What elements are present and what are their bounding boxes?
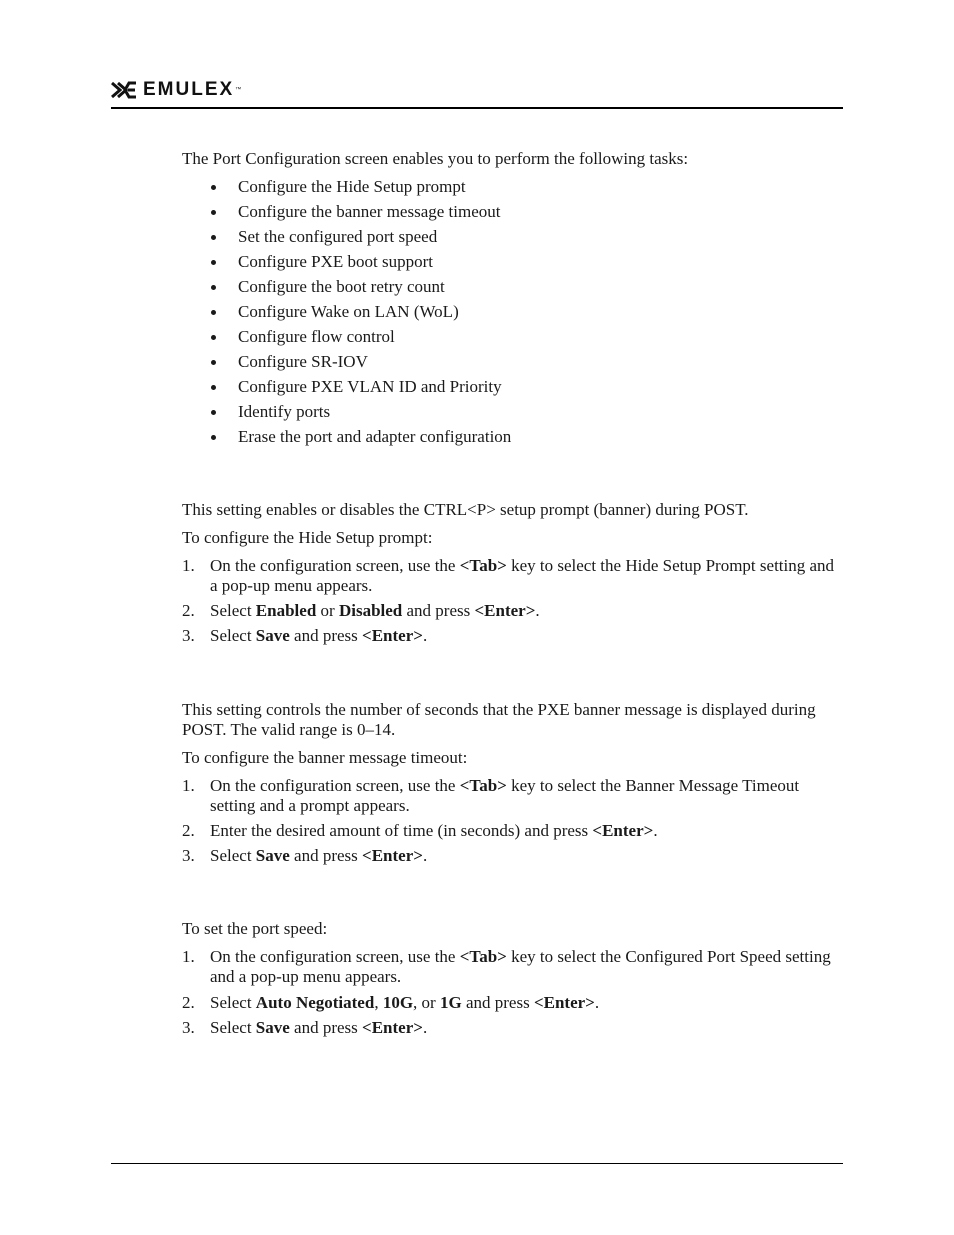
list-item: Configure PXE VLAN ID and Priority xyxy=(182,377,511,402)
hide-setup-description: This setting enables or disables the CTRL<P> setup prompt (banner) during POST. xyxy=(182,500,749,519)
list-item: Configure Wake on LAN (WoL) xyxy=(182,302,511,327)
bullet-icon xyxy=(211,235,216,240)
banner-timeout-step-1: 1. On the configuration screen, use the <Tab> key to select the Banner Message Timeout setting and a prompt appears. xyxy=(182,776,800,815)
list-item: Erase the port and adapter configuration xyxy=(182,427,511,452)
footer-rule xyxy=(111,1163,843,1164)
bullet-icon xyxy=(211,310,216,315)
list-item: Set the configured port speed xyxy=(182,227,511,252)
list-item: Identify ports xyxy=(182,402,511,427)
hide-setup-step-1: 1. On the configuration screen, use the <Tab> key to select the Hide Setup Prompt setting and a pop-up menu appears. xyxy=(182,556,835,595)
bullet-icon xyxy=(211,335,216,340)
bullet-icon xyxy=(211,260,216,265)
banner-timeout-lead: To configure the banner message timeout: xyxy=(182,748,468,767)
bullet-icon xyxy=(211,285,216,290)
banner-timeout-step-3: 3. Select Save and press <Enter>. xyxy=(182,846,428,865)
port-speed-step-1: 1. On the configuration screen, use the <Tab> key to select the Configured Port Speed setting and a pop-up menu appears. xyxy=(182,947,831,986)
banner-timeout-description: This setting controls the number of seconds that the PXE banner message is displayed during POST. The valid range is 0–14. xyxy=(182,700,816,739)
bullet-icon xyxy=(211,185,216,190)
list-item: Configure the banner message timeout xyxy=(182,202,511,227)
brand-name: EMULEX xyxy=(143,79,235,100)
header-rule xyxy=(111,107,843,109)
bullet-icon xyxy=(211,410,216,415)
port-speed-lead: To set the port speed: xyxy=(182,919,328,938)
list-item: Configure PXE boot support xyxy=(182,252,511,277)
list-item: Configure the Hide Setup prompt xyxy=(182,177,511,202)
header-logo: EMULEX ™ xyxy=(111,80,241,100)
banner-timeout-step-2: 2. Enter the desired amount of time (in seconds) and press <Enter>. xyxy=(182,821,658,840)
task-list xyxy=(182,177,511,452)
bullet-icon xyxy=(211,435,216,440)
list-item: Configure SR-IOV xyxy=(182,352,511,377)
hide-setup-step-2: 2. Select Enabled or Disabled and press <Enter>. xyxy=(182,601,540,620)
port-speed-step-3: 3. Select Save and press <Enter>. xyxy=(182,1018,428,1037)
emulex-logo-icon xyxy=(111,81,137,99)
list-item: Configure flow control xyxy=(182,327,511,352)
bullet-icon xyxy=(211,360,216,365)
intro-paragraph: The Port Configuration screen enables you to perform the following tasks: xyxy=(182,149,689,168)
hide-setup-step-3: 3. Select Save and press <Enter>. xyxy=(182,626,428,645)
hide-setup-lead: To configure the Hide Setup prompt: xyxy=(182,528,433,547)
port-speed-step-2: 2. Select Auto Negotiated, 10G, or 1G and press <Enter>. xyxy=(182,993,600,1012)
list-item: Configure the boot retry count xyxy=(182,277,511,302)
bullet-icon xyxy=(211,385,216,390)
bullet-icon xyxy=(211,210,216,215)
